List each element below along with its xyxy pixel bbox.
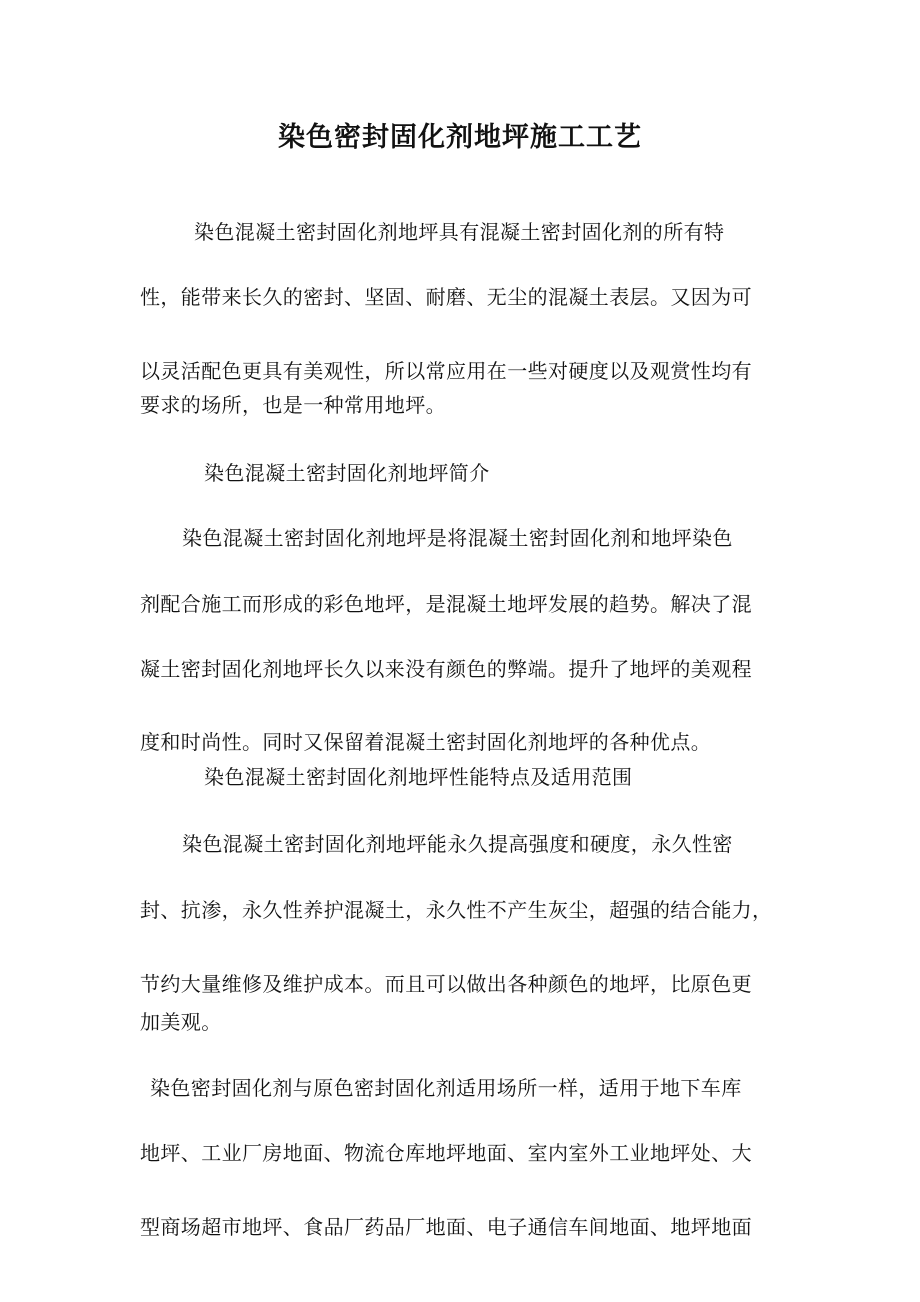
paragraph-3-line-2: 封、抗渗，永久性养护混凝土，永久性不产生灰尘，超强的结合能力，	[140, 898, 773, 922]
paragraph-4-line-1: 染色密封固化剂与原色密封固化剂适用场所一样，适用于地下车库	[150, 1076, 742, 1100]
paragraph-2-line-4: 度和时尚性。同时又保留着混凝土密封固化剂地坪的各种优点。	[140, 730, 712, 754]
document-title: 染色密封固化剂地坪施工工艺	[278, 122, 642, 153]
paragraph-4-line-3: 型商场超市地坪、食品厂药品厂地面、电子通信车间地面、地坪地面	[140, 1215, 752, 1239]
paragraph-1-line-3: 以灵活配色更具有美观性，所以常应用在一些对硬度以及观赏性均有	[140, 359, 752, 383]
paragraph-3-line-1: 染色混凝土密封固化剂地坪能永久提高强度和硬度，永久性密	[182, 832, 733, 856]
paragraph-3-line-4: 加美观。	[140, 1010, 222, 1034]
paragraph-3-line-3: 节约大量维修及维护成本。而且可以做出各种颜色的地坪，比原色更	[140, 972, 752, 996]
paragraph-4-line-2: 地坪、工业厂房地面、物流仓库地坪地面、室内室外工业地坪处、大	[140, 1141, 752, 1165]
section-heading-intro: 染色混凝土密封固化剂地坪简介	[204, 461, 490, 485]
paragraph-2-line-1: 染色混凝土密封固化剂地坪是将混凝土密封固化剂和地坪染色	[182, 526, 733, 550]
section-heading-features: 染色混凝土密封固化剂地坪性能特点及适用范围	[204, 765, 633, 789]
paragraph-2-line-3: 凝土密封固化剂地坪长久以来没有颜色的弊端。提升了地坪的美观程	[140, 657, 752, 681]
paragraph-1-line-2: 性，能带来长久的密封、坚固、耐磨、无尘的混凝土表层。又因为可	[140, 285, 752, 309]
paragraph-1-line-4: 要求的场所，也是一种常用地坪。	[140, 393, 446, 417]
paragraph-1-line-1: 染色混凝土密封固化剂地坪具有混凝土密封固化剂的所有特	[194, 220, 725, 244]
paragraph-2-line-2: 剂配合施工而形成的彩色地坪，是混凝土地坪发展的趋势。解决了混	[140, 592, 752, 616]
